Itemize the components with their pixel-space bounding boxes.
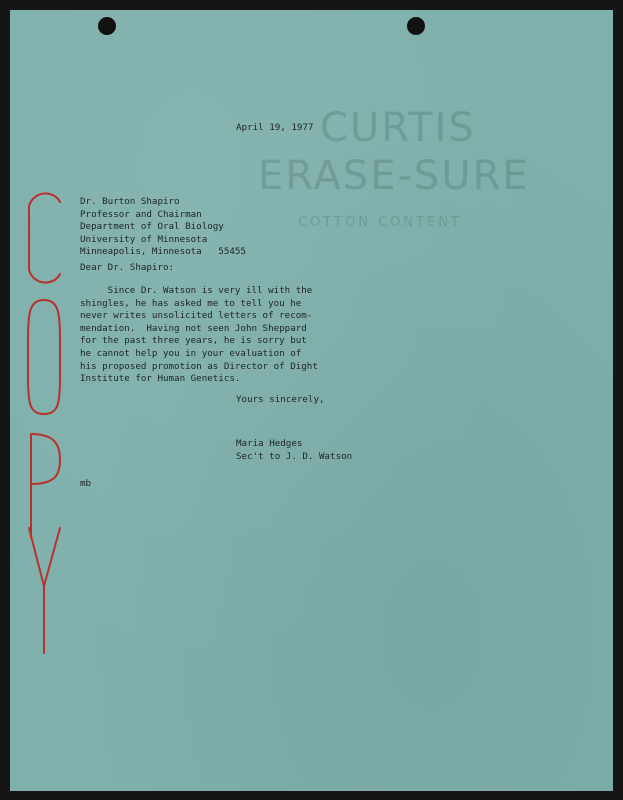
salutation: Dear Dr. Shapiro: bbox=[80, 262, 175, 273]
punch-hole-left bbox=[98, 17, 116, 35]
signature-title: Sec't to J. D. Watson bbox=[236, 450, 353, 462]
address-line: Dr. Burton Shapiro bbox=[80, 196, 180, 207]
letter-body bbox=[80, 285, 318, 386]
typist-initials: mb bbox=[80, 478, 92, 489]
body-line: shingles, he has asked me to tell you he bbox=[80, 297, 302, 309]
recipient-address bbox=[80, 196, 246, 259]
body-line: his proposed promotion as Director of Dight bbox=[80, 360, 318, 372]
body-line: Since Dr. Watson is very ill with the bbox=[80, 285, 313, 296]
letter-date: April 19, 1977 bbox=[236, 122, 314, 133]
signature-block bbox=[236, 438, 352, 463]
body-line: for the past three years, he is sorry but bbox=[80, 335, 307, 347]
watermark-line2: ERASE-SURE bbox=[258, 153, 530, 199]
body-line: he cannot help you in your evaluation of bbox=[80, 347, 302, 359]
address-line: Minneapolis, Minnesota 55455 bbox=[80, 246, 246, 258]
body-line: mendation. Having not seen John Sheppard bbox=[80, 322, 307, 334]
letter-page bbox=[10, 10, 613, 791]
copy-stamp bbox=[24, 188, 64, 658]
address-line: Department of Oral Biology bbox=[80, 221, 224, 233]
punch-hole-right bbox=[407, 17, 425, 35]
body-line: never writes unsolicited letters of recom- bbox=[80, 310, 313, 322]
address-line: Professor and Chairman bbox=[80, 208, 202, 220]
watermark-line3: COTTON CONTENT bbox=[298, 215, 462, 230]
signature-name: Maria Hedges bbox=[236, 438, 303, 449]
watermark-line1: CURTIS bbox=[320, 105, 476, 151]
body-line: Institute for Human Genetics. bbox=[80, 373, 241, 385]
address-line: University of Minnesota bbox=[80, 233, 208, 245]
closing: Yours sincerely, bbox=[236, 394, 325, 405]
